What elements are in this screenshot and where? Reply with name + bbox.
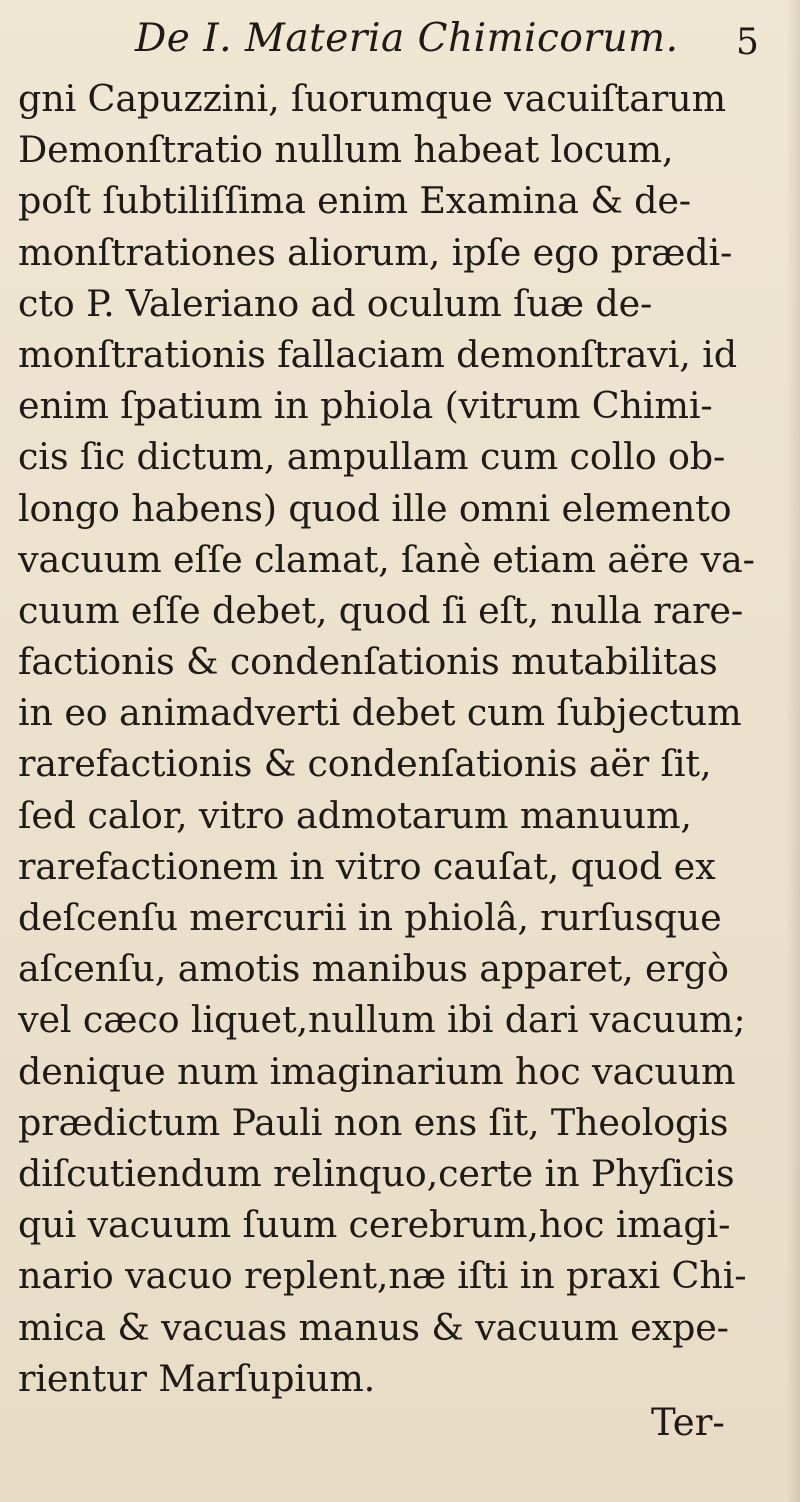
page-number: 5 — [736, 22, 759, 63]
text-line: cis ſic dictum, ampullam cum collo ob- — [18, 435, 726, 479]
text-line: deſcenſu mercurii in phiolâ, rurſusque — [18, 896, 722, 939]
text-line: monſtrationis fallaciam demonſtravi, id — [18, 332, 737, 376]
text-line: cuum eſſe debet, quod ſi eſt, nulla rare- — [18, 588, 744, 632]
text-line: ſed calor, vitro admotarum manuum, — [18, 793, 692, 837]
text-line: vacuum eſſe clamat, ſanè etiam aëre va- — [18, 537, 755, 581]
text-line: diſcutiendum relinquo,certe in Phyſicis — [18, 1151, 735, 1195]
text-line: denique num imaginarium hoc vacuum — [18, 1049, 736, 1093]
catchword: Ter- — [651, 1401, 725, 1444]
text-line: poſt ſubtiliſſima enim Examina & de- — [18, 179, 691, 223]
text-line: aſcenſu, amotis manibus apparet, ergò — [18, 947, 729, 991]
text-line: factionis & condenſationis mutabilitas — [18, 640, 718, 684]
text-line: in eo animadverti debet cum ſubjectum — [18, 691, 742, 735]
page-edge-shadow — [786, 0, 800, 1502]
text-line: rarefactionis & condenſationis aër ſit, — [18, 742, 712, 786]
text-line: mica & vacuas manus & vacuum expe- — [18, 1305, 729, 1349]
text-line: qui vacuum ſuum cerebrum,hoc imagi- — [18, 1203, 731, 1247]
text-line: Demonſtratio nullum habeat locum, — [18, 128, 674, 172]
page-header — [0, 16, 800, 66]
text-line: cto P. Valeriano ad oculum ſuæ de- — [18, 281, 653, 325]
text-line: rarefactionem in vitro cauſat, quod ex — [18, 844, 716, 888]
body-text — [18, 73, 788, 1404]
text-line: longo habens) quod ille omni elemento — [18, 486, 732, 530]
text-line: prædictum Pauli non ens ſit, Theologis — [18, 1100, 729, 1144]
text-line: gni Capuzzini, ſuorumque vacuiſtarum — [18, 77, 726, 120]
running-title: De I. Materia Chimicorum. — [135, 16, 679, 61]
text-line: monſtrationes aliorum, ipſe ego prædi- — [18, 230, 733, 274]
text-line: vel cæco liquet,nullum ibi dari vacuum; — [18, 998, 746, 1042]
text-line: enim ſpatium in phiola (vitrum Chimi- — [18, 384, 713, 428]
text-line: nario vacuo replent,næ iſti in praxi Chi- — [18, 1254, 747, 1298]
text-line: rientur Marſupium. — [18, 1356, 376, 1400]
